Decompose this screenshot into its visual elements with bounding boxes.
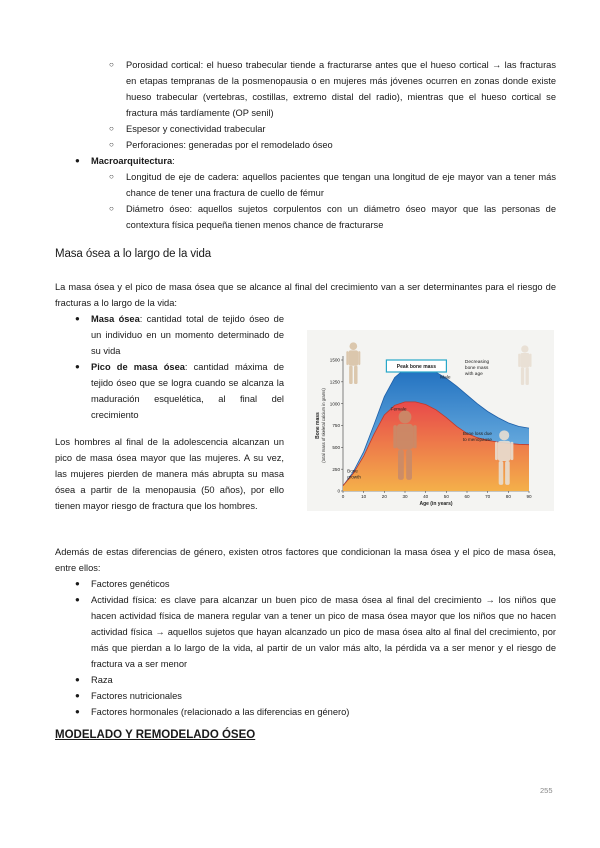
y-tick-label: 1000 (329, 401, 340, 407)
list-item (109, 57, 556, 121)
figure-leg (526, 368, 529, 385)
figure-leg (521, 368, 524, 385)
list-item-text: Espesor y conectividad trabecular (126, 124, 266, 134)
y-tick-label: 250 (332, 466, 340, 472)
circle-bullet-icon: ○ (109, 60, 114, 69)
body-paragraph: Los hombres al final de la adolescencia alcanzan un pico de masa ósea mayor que las mujeres. A su vez, las mujeres pierden de manera más abrupta su masa ósea a partir de la menopausia (50 años), por ello tienen mayor riesgo de fractura que los hombres. (55, 437, 284, 511)
bone-loss-label: to menopause (462, 437, 492, 443)
peak-label: Peak bone mass (396, 364, 436, 370)
x-axis-label: Age (in years) (419, 501, 453, 507)
female-label: Female (390, 407, 407, 413)
list-item-text: : cantidad máxima de tejido óseo que se logra cuando se alcanza la maduración esquelética, al final del crecimiento (91, 362, 284, 420)
y-tick-label: 1500 (329, 357, 340, 363)
figure-head (349, 342, 357, 350)
y-tick-label: 0 (337, 488, 340, 494)
bone-mass-chart (307, 330, 554, 511)
x-tick-label: 90 (526, 494, 532, 499)
male-label: Male (440, 375, 451, 381)
x-tick-label: 60 (464, 494, 470, 499)
figure-leg (349, 366, 353, 384)
x-tick-label: 80 (505, 494, 511, 499)
y-axis-label: Bone mass (315, 412, 321, 439)
page-number: 255 (540, 786, 553, 795)
list-item-text: Longitud de eje de cadera: aquellos pacientes que tengan una longitud de eje mayor van a tener más chance de tener una fractura de cuello de fémur (126, 172, 556, 198)
bone-growth-label: Bone (347, 468, 358, 474)
list-item-text: Factores genéticos (91, 579, 170, 589)
x-tick-label: 70 (485, 494, 491, 499)
list-item-term: Macroarquitectura (91, 156, 173, 166)
figure-torso (348, 350, 358, 365)
list-item-term: Pico de masa ósea (91, 362, 185, 372)
figure-leg (406, 450, 412, 480)
circle-bullet-icon: ○ (109, 140, 114, 149)
list-item (75, 576, 556, 592)
figure-arm (413, 425, 417, 448)
figure-head (499, 430, 509, 440)
section-heading: Masa ósea a lo largo de la vida (55, 248, 212, 260)
disc-bullet-icon: ● (75, 579, 80, 588)
list-item-colon: : (172, 156, 175, 166)
list-item-text: Factores hormonales (relacionado a las diferencias en género) (91, 707, 350, 717)
list-item (75, 672, 556, 688)
list-item (109, 137, 556, 153)
figure-torso (498, 441, 511, 461)
figure-arm (393, 425, 397, 448)
y-tick-label: 500 (332, 444, 340, 450)
circle-bullet-icon: ○ (109, 204, 114, 213)
list-item (75, 592, 556, 672)
bone-loss-label: Bone loss due (462, 431, 492, 437)
list-item (109, 169, 556, 201)
list-item-text: Diámetro óseo: aquellos sujetos corpulentos con un diámetro óseo mayor que las personas de contextura física pequeña tienen menos chance de fracturarse (126, 204, 556, 230)
x-tick-label: 50 (443, 494, 449, 499)
list-item-text: Perforaciones: generadas por el remodelado óseo (126, 140, 333, 150)
y-axis-label-sub: (total mass of skeletal calcium in grams) (321, 388, 326, 463)
x-tick-label: 20 (381, 494, 387, 499)
figure-leg (499, 461, 504, 485)
decreasing-label: with age (464, 372, 483, 377)
disc-bullet-icon: ● (75, 156, 80, 165)
decreasing-label: Decreasing (464, 360, 490, 365)
figure-arm (358, 351, 360, 365)
figure-leg (398, 450, 404, 480)
list-item-text: Raza (91, 675, 113, 685)
disc-bullet-icon: ● (75, 362, 80, 371)
list-item (75, 704, 556, 720)
figure-torso (520, 353, 529, 368)
x-tick-label: 10 (361, 494, 367, 499)
y-tick-label: 1250 (329, 379, 340, 385)
disc-bullet-icon: ● (75, 707, 80, 716)
list-item (75, 153, 175, 169)
disc-bullet-icon: ● (75, 314, 80, 323)
list-item-text: Porosidad cortical: el hueso trabecular tiende a fracturarse antes que el hueso cortical → las fracturas en etapas tempranas de la posmenopausia o en mujeres más jóvenes ocurren en zonas donde existe hueso trabecular (vertebras, costillas, extremo distal del radio), mientras que el hueso cortical se fractura más tardíamente (OP senil) (126, 60, 556, 118)
figure-arm (511, 442, 514, 460)
figure-arm (530, 354, 532, 367)
y-tick-label: 750 (332, 423, 340, 429)
disc-bullet-icon: ● (75, 595, 80, 604)
section-heading: MODELADO Y REMODELADO ÓSEO (55, 729, 256, 741)
list-item-text: Actividad física: es clave para alcanzar un buen pico de masa ósea al final del crecimiento → los niños que hacen actividad física de manera regular van a tener un pico de masa ósea mayor que los niños que no hacen actividad física → aquellos sujetos que hayan alcanzado un pico de masa ósea alto al final del crecimiento, por más que pierdan a lo largo de la vida, al partir de un valor más alto, la pérdida va a ser menor y el riesgo de fractura va a ser menor (91, 595, 556, 669)
list-item (109, 121, 556, 137)
list-item (75, 311, 285, 359)
figure-arm (495, 442, 498, 460)
circle-bullet-icon: ○ (109, 172, 114, 181)
list-item-text: : cantidad total de tejido óseo de un individuo en un momento determinado de su vida (91, 314, 285, 356)
list-item-term: Masa ósea (91, 314, 140, 324)
figure-leg (505, 461, 510, 485)
figure-arm (346, 351, 348, 365)
disc-bullet-icon: ● (75, 675, 80, 684)
body-paragraph: Además de estas diferencias de género, existen otros factores que condicionan la masa ósea y el pico de masa ósea, entre ellos: (55, 547, 556, 573)
figure-head (521, 345, 528, 352)
figure-torso (397, 424, 413, 450)
bone-growth-label: growth (347, 474, 361, 480)
figure-leg (354, 366, 358, 384)
list-item-text: Factores nutricionales (91, 691, 182, 701)
list-item (75, 688, 556, 704)
chart-svg (307, 330, 554, 511)
list-item (75, 359, 284, 423)
circle-bullet-icon: ○ (109, 124, 114, 133)
x-tick-label: 30 (402, 494, 408, 499)
list-item (109, 201, 556, 233)
x-tick-label: 0 (341, 494, 345, 499)
disc-bullet-icon: ● (75, 691, 80, 700)
x-tick-label: 40 (423, 494, 429, 499)
decreasing-label: bone mass (464, 366, 489, 371)
figure-arm (518, 354, 520, 367)
intro-paragraph: La masa ósea y el pico de masa ósea que se alcance al final del crecimiento van a ser determinantes para el riesgo de fracturas a lo largo de la vida: (55, 282, 556, 308)
